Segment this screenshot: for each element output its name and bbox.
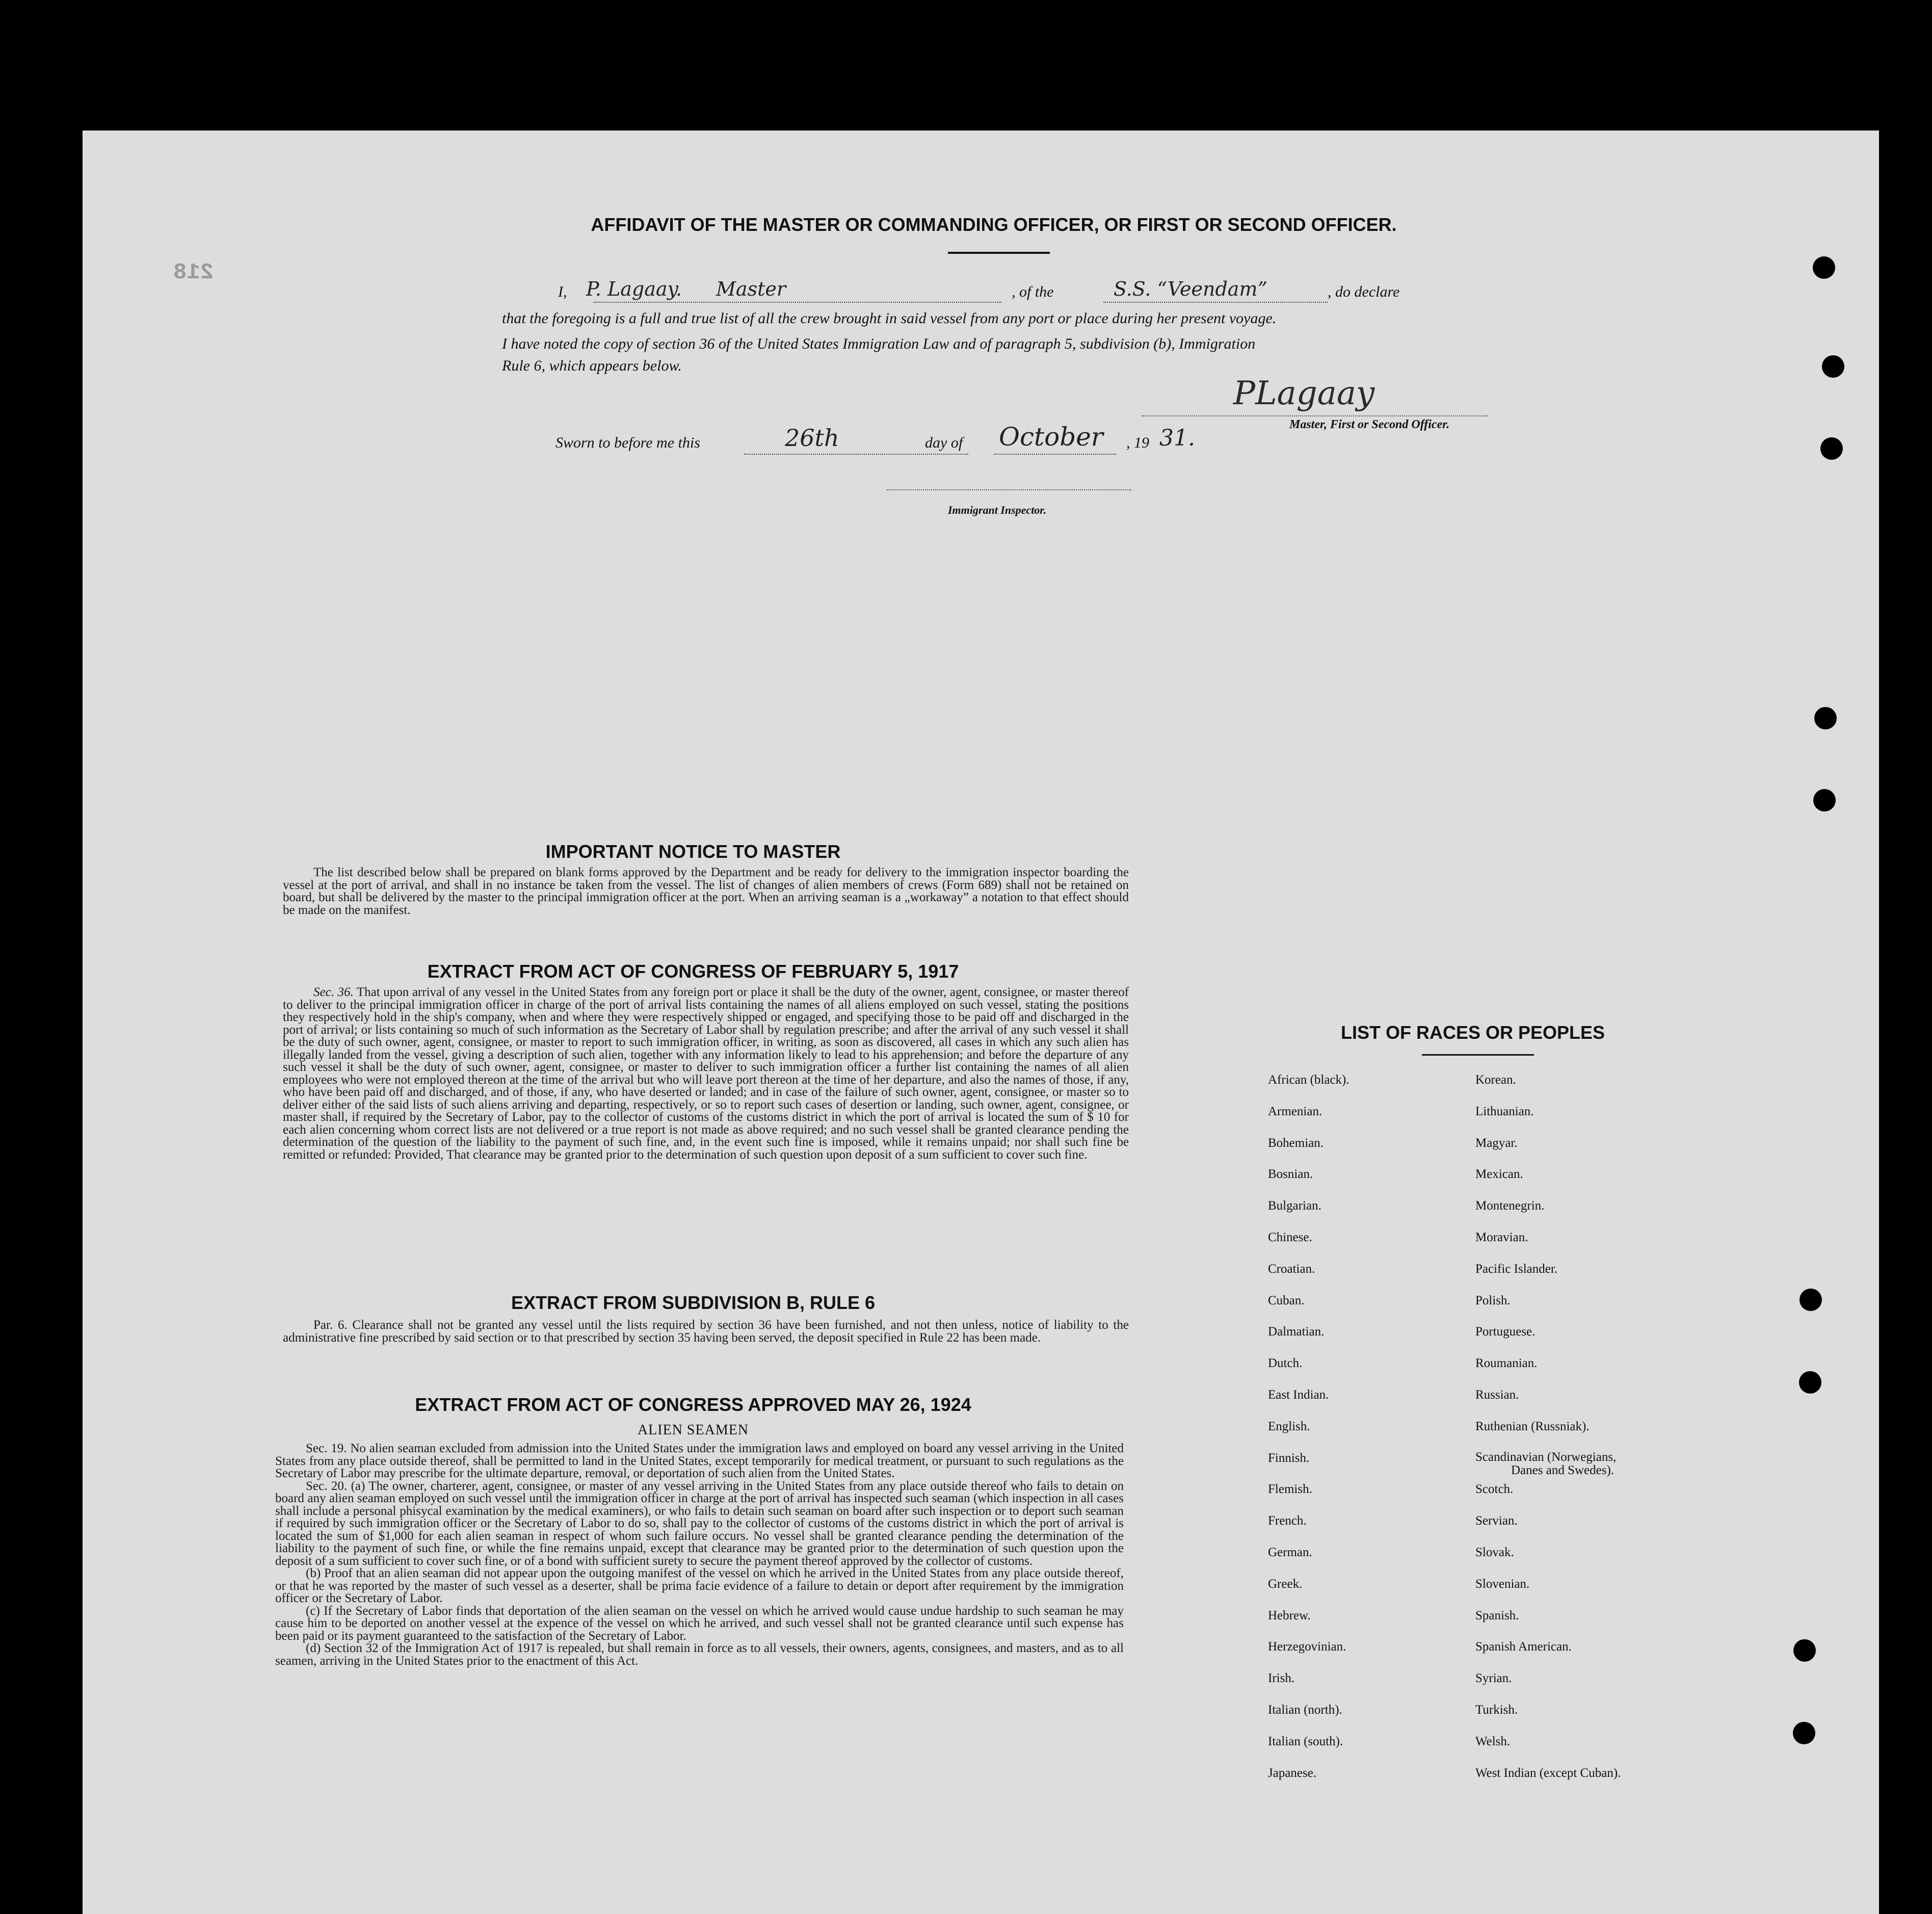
- year-prefix: , 19: [1126, 434, 1149, 451]
- par-6-body: Par. 6. Clearance shall not be granted any vessel until the lists required by section 36 have been furnished, and not then unless, notice of liability to the administrative fine prescribed by said section or to that prescribed by section 35 having been served, the deposit specified in Rule 22 has been made.: [283, 1318, 1129, 1345]
- race-item: Pacific Islander.: [1475, 1262, 1558, 1276]
- punch-hole: [1793, 1639, 1816, 1662]
- race-item: Slovak.: [1475, 1545, 1514, 1559]
- race-item: Mexican.: [1475, 1167, 1523, 1182]
- punch-hole: [1799, 1371, 1821, 1394]
- sworn-year: 31.: [1159, 425, 1195, 451]
- race-item: Armenian.: [1268, 1104, 1322, 1118]
- extract-1917-title: EXTRACT FROM ACT OF CONGRESS OF FEBRUARY 5, 1917: [427, 961, 959, 982]
- race-item: Roumanian.: [1475, 1356, 1538, 1371]
- race-item: Moravian.: [1475, 1230, 1528, 1244]
- race-item: Spanish American.: [1475, 1640, 1572, 1654]
- extract-rule6-title: EXTRACT FROM SUBDIVISION B, RULE 6: [511, 1292, 876, 1313]
- race-item: Slovenian.: [1475, 1577, 1530, 1591]
- race-item: Korean.: [1475, 1073, 1516, 1087]
- affidavit-declaration: [502, 279, 1493, 375]
- race-item: African (black).: [1268, 1073, 1349, 1087]
- race-item: Portuguese.: [1475, 1325, 1536, 1339]
- sec-36-label: Sec. 36.: [313, 985, 354, 999]
- race-item: Finnish.: [1268, 1451, 1310, 1465]
- punch-hole: [1820, 437, 1843, 460]
- declaration-line-1: that the foregoing is a full and true list of all the crew brought in said vessel from any port or place during her present voyage.: [502, 310, 1277, 327]
- punch-hole: [1813, 789, 1836, 811]
- declaration-line-2: I have noted the copy of section 36 of the United States Immigration Law and of paragraph 5, subdivision (b), Immigration: [502, 335, 1256, 352]
- race-item: Japanese.: [1268, 1766, 1317, 1780]
- signature-rule: [1142, 415, 1488, 416]
- sec-19-body: Sec. 19. No alien seaman excluded from admission into the United States under the immigration laws and employed on board any vessel arriving in the United States from any place outside thereof, shall be permitted to land in the United States, except temporarily for medical treatment, or pursuant to such regulations as the Secretary of Labor may prescribe for the ultimate departure, removal, or deportation of such alien from the United States.: [275, 1441, 1124, 1480]
- punch-hole: [1793, 1722, 1815, 1744]
- race-item: Montenegrin.: [1475, 1199, 1545, 1213]
- punch-hole: [1813, 256, 1835, 279]
- race-item: Cuban.: [1268, 1293, 1305, 1307]
- inspector-caption: Immigrant Inspector.: [948, 504, 1047, 516]
- race-item: Turkish.: [1475, 1702, 1518, 1717]
- declaration-line-3: Rule 6, which appears below.: [502, 357, 682, 374]
- punch-hole: [1799, 1289, 1822, 1311]
- sec-20d-body: (d) Section 32 of the Immigration Act of 1917 is repealed, but shall remain in force as to all vessels, their owners, agents, consignees, and masters, and as to all seamen, arriving in the United States prior to the enactment of this Act.: [275, 1641, 1124, 1668]
- race-item: Dutch.: [1268, 1356, 1303, 1371]
- declaration-do-declare: , do declare: [1328, 283, 1400, 300]
- race-item: German.: [1268, 1545, 1312, 1559]
- race-item: Hebrew.: [1268, 1608, 1311, 1622]
- extract-rule6-text: [283, 1319, 1129, 1344]
- race-item: Irish.: [1268, 1671, 1295, 1686]
- race-item: Magyar.: [1475, 1136, 1518, 1150]
- races-right-column: [1475, 1072, 1621, 1797]
- race-item: Italian (north).: [1268, 1702, 1342, 1717]
- inspector-signature-line: [887, 489, 1131, 490]
- race-item: Bohemian.: [1268, 1136, 1324, 1150]
- sec-36-body: That upon arrival of any vessel in the United States from any foreign port or place it shall be the duty of the owner, agent, consignee, or master thereof to deliver to the principal immigration officer in charge of the port of arrival lists containing the names of all aliens employed on such vessel, stating the positions they respectively hold in the ship's company, when and where they were respectively shipped or engaged, and specifying those to be paid off and discharged in the port of arrival; or lists containing so much of such information as the Secretary of Labor shall by regulation prescribe; and after the arrival of any such vessel it shall be the duty of such owner, agent, consignee, or master to report to such immigration officer, in writing, as soon as discovered, all cases in which any such alien has illegally landed from the vessel, giving a description of such alien, together with any information likely to lead to his apprehension; and before the departure of any such vessel it shall be the duty of such owner, agent, consignee, or master to deliver to such immigration officer a further list containing the names of all alien employees who were not employed thereon at the time of the arrival but who will leave port thereon at the time of her departure, and also the names of those, if any, who have been paid off and discharged, and of those, if any, who have deserted or landed; and in case of the failure of such owner, agent, consignee, or master so to deliver either of the said lists of such aliens arriving and departing, respectively, or so to report such cases of desertion or landing, such owner, agent, consignee, or master shall, if required by the Secretary of Labor, pay to the collector of customs of the customs district in which the port of arrival is located the sum of $ 10 for each alien concerning whom correct lists are not delivered or a true report is not made as above required; and no such vessel shall be granted clearance pending the determination of the question of the liability to the payment of such fine, and, in the event such fine is imposed, while it remains unpaid; nor shall such fine be remitted or refunded: Provided, That clearance may be granted prior to the determination of such question upon deposit of a sum sufficient to cover such fine.: [283, 985, 1129, 1162]
- page-stamp-number: 218: [173, 260, 214, 285]
- race-item: [1475, 1451, 1621, 1482]
- extract-1924-text: [275, 1443, 1124, 1667]
- race-item: Bulgarian.: [1268, 1199, 1321, 1213]
- race-item: Servian.: [1475, 1514, 1518, 1528]
- races-title-rule: [1422, 1054, 1534, 1056]
- race-item: Italian (south).: [1268, 1734, 1343, 1748]
- declaration-i: I,: [558, 283, 567, 300]
- affidavit-title-rule: [948, 252, 1050, 254]
- race-item: Bosnian.: [1268, 1167, 1313, 1182]
- signature-caption: Master, First or Second Officer.: [1289, 418, 1450, 431]
- race-item: East Indian.: [1268, 1387, 1329, 1402]
- race-item: English.: [1268, 1419, 1310, 1433]
- punch-hole: [1814, 707, 1837, 729]
- race-item-scandinavian: Scandinavian (Norwegians,: [1475, 1450, 1617, 1464]
- declarant-rank: Master: [716, 278, 786, 300]
- race-item: Scotch.: [1475, 1482, 1514, 1497]
- sec-20c-body: (c) If the Secretary of Labor finds that deportation of the alien seaman on the vessel on which he arrived would cause undue hardship to such seaman he may cause him to be deported on another vessel at the expence of the vessel on which he arrived, and such vessel shall not be granted clearance until such expense has been paid or its payment guaranteed to the satisfaction of the Secretary of Labor.: [275, 1604, 1124, 1643]
- race-item: Polish.: [1475, 1293, 1511, 1307]
- day-of-label: day of: [925, 434, 963, 451]
- race-item: Greek.: [1268, 1577, 1303, 1591]
- sworn-label: Sworn to before me this: [555, 434, 700, 451]
- extract-1924-title: EXTRACT FROM ACT OF CONGRESS APPROVED MAY 26, 1924: [415, 1394, 971, 1415]
- race-item: Dalmatian.: [1268, 1325, 1325, 1339]
- race-item: Herzegovinian.: [1268, 1640, 1346, 1654]
- sworn-day: 26th: [785, 424, 839, 452]
- sec-20a-body: Sec. 20. (a) The owner, charterer, agent, consignee, or master of any vessel arriving in the United States from any place outside thereof who fails to detain on board any alien seaman employed on such vessel until the immigration officer in charge at the port of arrival has inspected such seaman (which inspection in all cases shall include a personal phisycal examination by the medical examiners), or who fails to detain such seaman on board after such inspection or to deport such seaman if required by such immigration officer or the Secretary of Labor to do so, shall pay to the collector of customs of the customs district in which the port of arrival is located the sum of $1,000 for each alien seaman in respect of whom such failure occurs. No vessel shall be granted clearance pending the determination of the liability to the payment of such fine, or while the fine remains unpaid, except that clearance may be granted prior to the determination of such question upon the deposit of a sum sufficient to cover such fine, or of a bond with sufficient surety to secure the payment thereof approved by the collector of customs.: [275, 1479, 1124, 1568]
- race-item: Chinese.: [1268, 1230, 1312, 1244]
- punch-hole: [1822, 355, 1844, 378]
- sec-20b-body: (b) Proof that an alien seaman did not appear upon the outgoing manifest of the vessel on which he arrived in the United States from any place outside thereof, or that he was reported by the master of such vessel as a deserter, shall be prima facie evidence of a failure to detain or deport after requirement by the immigration officer or the Secretary of Labor.: [275, 1566, 1124, 1605]
- race-item: Croatian.: [1268, 1262, 1315, 1276]
- extract-1917-text: [283, 986, 1129, 1161]
- races-title: LIST OF RACES OR PEOPLES: [1340, 1022, 1605, 1043]
- race-item: West Indian (except Cuban).: [1475, 1766, 1621, 1780]
- races-left-column: [1268, 1072, 1349, 1797]
- sworn-month: October: [999, 422, 1103, 452]
- race-item: Lithuanian.: [1475, 1104, 1534, 1118]
- notice-text: [283, 867, 1129, 916]
- declarant-name: P. Lagaay.: [586, 278, 682, 300]
- race-item: Welsh.: [1475, 1734, 1511, 1748]
- affidavit-title: AFFIDAVIT OF THE MASTER OR COMMANDING OFFICER, OR FIRST OR SECOND OFFICER.: [591, 214, 1397, 235]
- race-item-scandinavian-cont: Danes and Swedes).: [1511, 1463, 1615, 1477]
- race-item: Syrian.: [1475, 1671, 1512, 1686]
- race-item: Ruthenian (Russniak).: [1475, 1419, 1590, 1433]
- notice-paragraph: The list described below shall be prepared on blank forms approved by the Department and be ready for delivery to the immigration inspector boarding the vessel at the port of arrival, and shall in no instance be taken from the vessel. The list of changes of alien members of crews (Form 689) shall not be retained on board, but shall be delivered by the master to the principal immigration officer at the port. When an arriving seaman is a „workaway” a notation to that effect should be made on the manifest.: [283, 866, 1129, 917]
- race-item: Spanish.: [1475, 1608, 1519, 1622]
- race-item: Flemish.: [1268, 1482, 1312, 1497]
- master-signature: PLagaay: [1233, 375, 1375, 412]
- vessel-name: S.S. “Veendam”: [1114, 278, 1267, 300]
- extract-1924-subtitle: ALIEN SEAMEN: [637, 1422, 749, 1438]
- sworn-line: [555, 422, 1269, 464]
- declaration-of-the: , of the: [1012, 283, 1054, 300]
- race-item: French.: [1268, 1514, 1307, 1528]
- notice-title: IMPORTANT NOTICE TO MASTER: [545, 841, 841, 862]
- race-item: Russian.: [1475, 1387, 1519, 1402]
